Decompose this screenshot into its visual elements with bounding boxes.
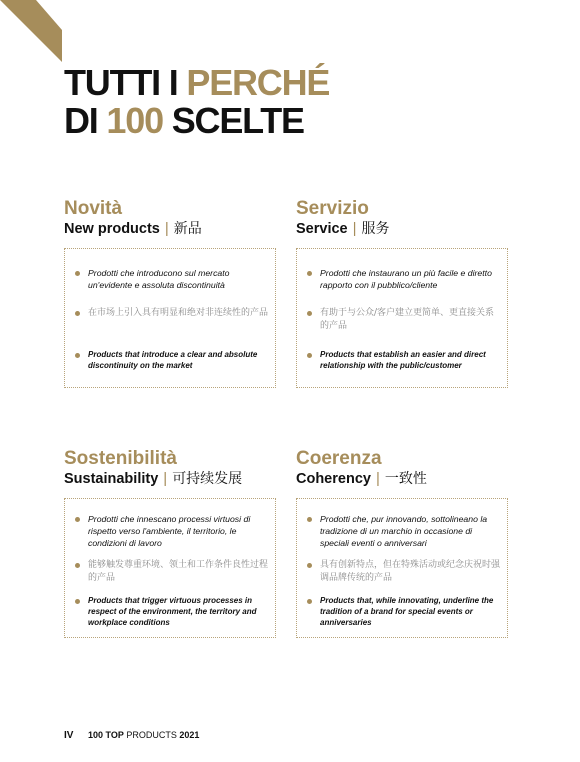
headline-line1-black: TUTTI I (64, 62, 178, 103)
section-subtitle (64, 470, 276, 488)
footer-year: 2021 (179, 730, 200, 740)
list-item-english: Products that trigger virtuous processes in respect of the environment, the territory and workplace conditions (75, 595, 269, 628)
footer-brand-bold: 100 TOP (87, 730, 124, 740)
headline-line2-gold: 100 (106, 100, 163, 141)
bullet-dot (307, 311, 312, 316)
bullet-dot (75, 311, 80, 316)
separator: | (375, 470, 380, 487)
section-subtitle-zh: 可持续发展 (172, 471, 243, 487)
section-servizio (296, 198, 508, 238)
section-box-novita (64, 248, 276, 388)
page-number: IV (64, 730, 74, 741)
bullet-dot (75, 353, 80, 358)
section-box-servizio (296, 248, 508, 388)
bullet-dot (75, 563, 80, 568)
footer-brand-light: PRODUCTS (126, 730, 177, 740)
section-subtitle-zh: 一致性 (384, 471, 427, 487)
bullet-dot (307, 599, 312, 604)
separator: | (163, 470, 168, 487)
section-subtitle-en: Sustainability (64, 471, 159, 487)
list-item-chinese: 具有创新特点，但在特殊活动或纪念庆祝时强调品牌传统的产品 (307, 559, 501, 585)
section-coerenza (296, 448, 508, 488)
bullet-dot (307, 563, 312, 568)
section-title: Coerenza (296, 448, 382, 469)
section-title: Novità (64, 198, 123, 219)
section-subtitle-en: Service (296, 221, 348, 237)
section-subtitle (64, 220, 276, 238)
headline-line2-black-b: SCELTE (171, 100, 304, 141)
bullet-dot (75, 517, 80, 522)
section-subtitle (296, 220, 508, 238)
corner-ribbon-decoration (0, 0, 62, 62)
section-sostenibilita (64, 448, 276, 488)
list-item-italian: Prodotti che innescano processi virtuosi di rispetto verso l'ambiente, il territorio, le condizioni di lavoro (75, 513, 269, 549)
separator: | (164, 220, 169, 237)
section-box-sostenibilita (64, 498, 276, 638)
headline-line1-gold: PERCHÉ (186, 62, 330, 103)
list-item-english: Products that establish an easier and direct relationship with the public/customer (307, 349, 501, 371)
bullet-dot (75, 599, 80, 604)
list-item-english: Products that, while innovating, underline the tradition of a brand for special events or anniversaries (307, 595, 501, 628)
list-item-chinese: 能够触发尊重环境、领土和工作条件良性过程的产品 (75, 559, 269, 585)
list-item-italian: Prodotti che instaurano un più facile e diretto rapporto con il pubblico/cliente (307, 267, 501, 291)
bullet-dot (307, 271, 312, 276)
bullet-dot (307, 353, 312, 358)
section-subtitle-en: New products (64, 221, 160, 237)
list-item-italian: Prodotti che introducono sul mercato un'evidente e assoluta discontinuità (75, 267, 269, 291)
section-subtitle (296, 470, 508, 488)
section-title: Servizio (296, 198, 369, 219)
section-box-coerenza (296, 498, 508, 638)
page-footer (64, 730, 199, 741)
section-subtitle-zh: 新品 (173, 221, 202, 237)
headline-line2-black-a: DI (64, 100, 98, 141)
section-subtitle-en: Coherency (296, 471, 371, 487)
section-title: Sostenibilità (64, 448, 177, 469)
list-item-chinese: 有助于与公众/客户建立更简单、更直接关系的产品 (307, 307, 501, 333)
list-item-english: Products that introduce a clear and absolute discontinuity on the market (75, 349, 269, 371)
separator: | (352, 220, 357, 237)
list-item-italian: Prodotti che, pur innovando, sottolineano la tradizione di un marchio in occasione di speciali eventi o anniversari (307, 513, 501, 549)
page-headline (64, 64, 329, 140)
section-novita (64, 198, 276, 238)
list-item-chinese: 在市场上引入具有明显和绝对非连续性的产品 (75, 307, 269, 320)
section-subtitle-zh: 服务 (361, 221, 390, 237)
bullet-dot (307, 517, 312, 522)
bullet-dot (75, 271, 80, 276)
